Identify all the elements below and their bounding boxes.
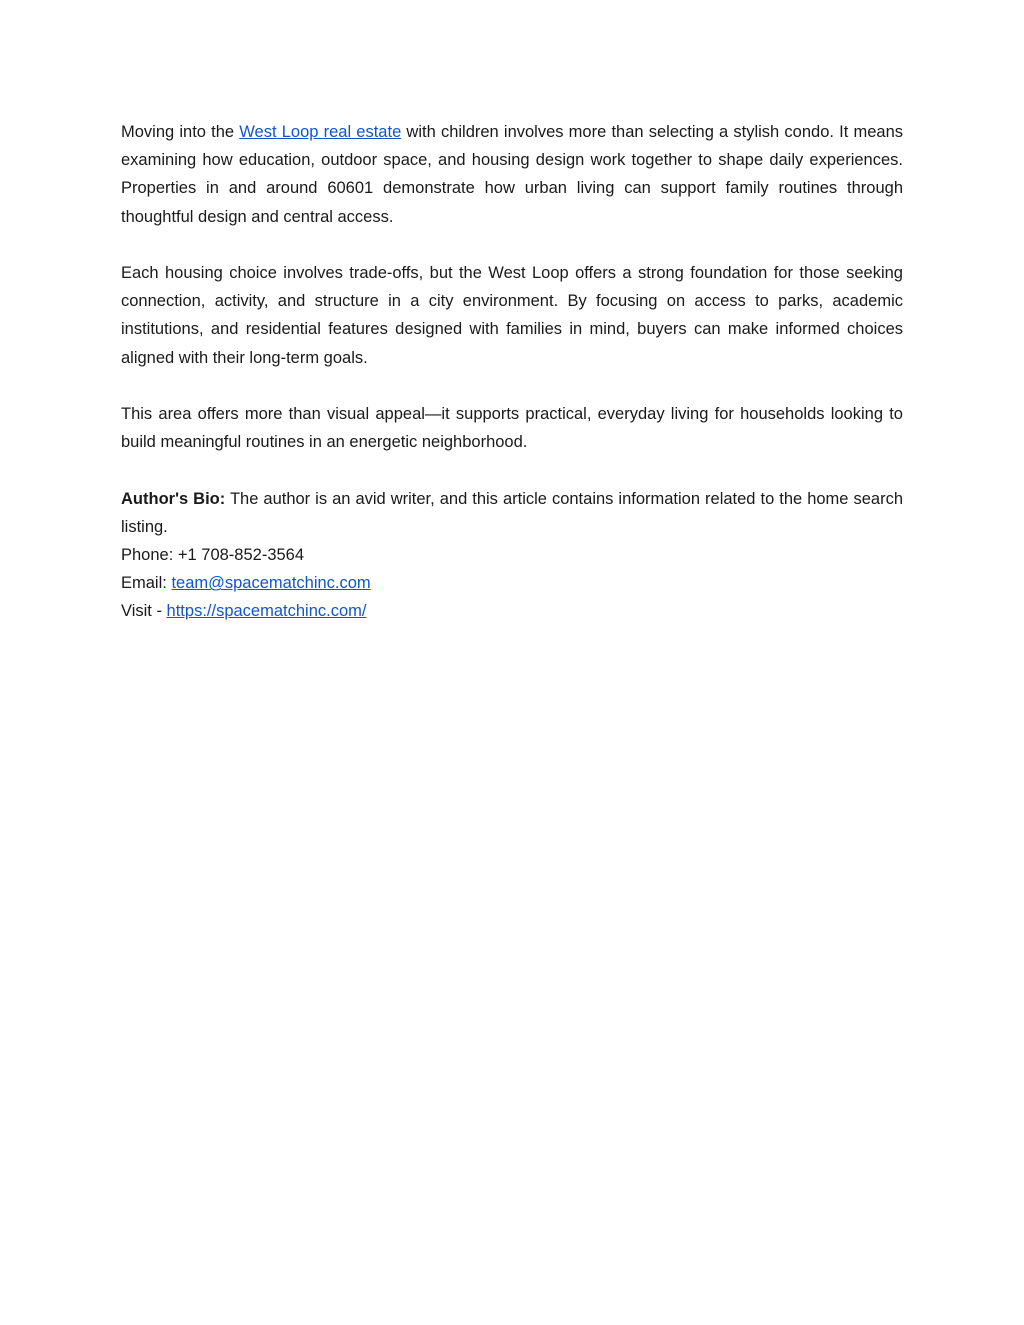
phone-line: Phone: +1 708-852-3564 xyxy=(121,546,305,564)
intro-text-after-link: with children involves more than selecting a stylish condo. It means examining how education, outdoor space, and housing design work together to shape daily experiences. Properties in and around 60601 demonstrate how urban living can support family routines through thoughtful design and central access. xyxy=(121,123,903,226)
website-link[interactable]: https://spacematchinc.com/ xyxy=(166,602,367,621)
visit-line xyxy=(121,597,903,625)
email-label: Email: xyxy=(121,574,172,593)
tradeoffs-paragraph: Each housing choice involves trade-offs, but the West Loop offers a strong foundation for those seeking connection, activity, and structure in a city environment. By focusing on access to parks, academic institutions, and residential features designed with families in mind, buyers can make informed choices aligned with their long-term goals. xyxy=(121,264,903,367)
visit-label: Visit - xyxy=(121,602,167,621)
author-bio-paragraph xyxy=(121,485,903,541)
intro-paragraph xyxy=(121,118,903,231)
area-paragraph: This area offers more than visual appeal—it supports practical, everyday living for households looking to build meaningful routines in an energetic neighborhood. xyxy=(121,405,903,452)
author-bio-text: The author is an avid writer, and this article contains information related to the home search listing. xyxy=(121,489,903,536)
west-loop-real-estate-link[interactable]: West Loop real estate xyxy=(239,123,402,141)
document-page xyxy=(121,118,903,626)
author-bio-label: Author's Bio: xyxy=(121,489,226,508)
email-line xyxy=(121,569,903,597)
email-link[interactable]: team@spacematchinc.com xyxy=(171,574,371,593)
intro-text-before-link: Moving into the xyxy=(121,123,240,141)
